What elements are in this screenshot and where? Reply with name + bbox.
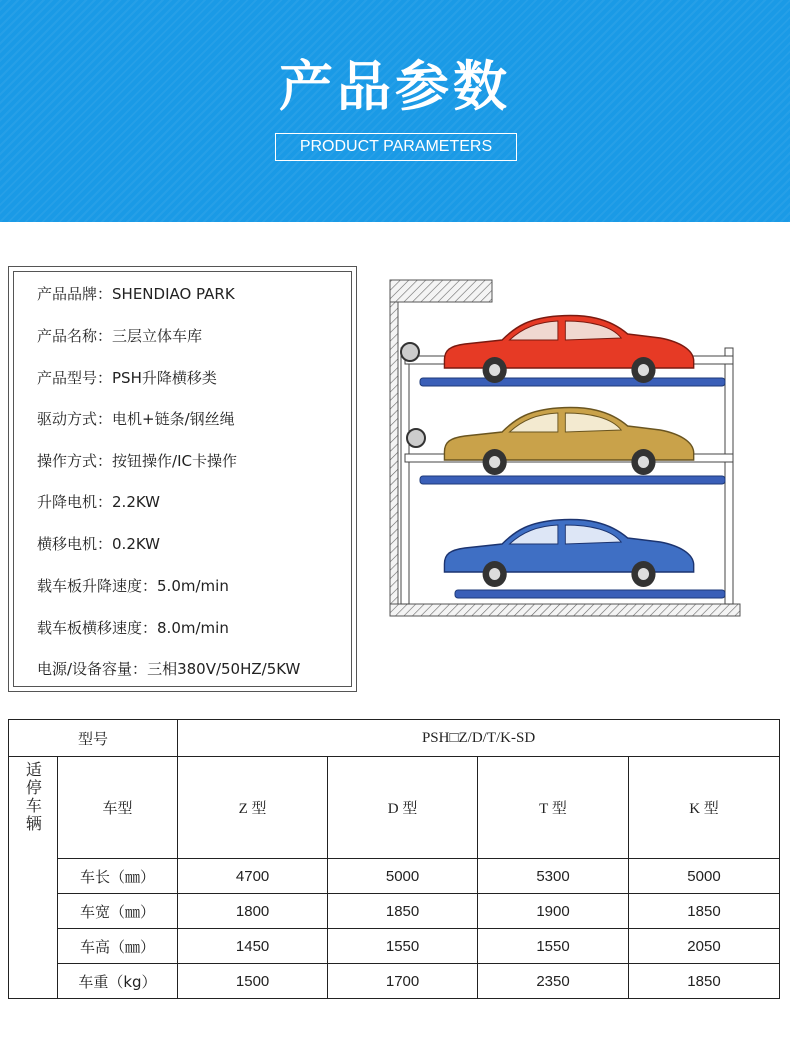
left-wall [390, 302, 398, 604]
model-value-cell: PSH□Z/D/T/K-SD [178, 720, 780, 757]
fit-label: 适停车辆 [23, 761, 43, 833]
value-cell: 1550 [328, 929, 478, 964]
row-label-cell: 车高（㎜） [57, 929, 177, 964]
type-header-cell: K 型 [628, 757, 779, 859]
header-banner [0, 0, 790, 222]
value-cell: 1800 [178, 894, 328, 929]
info-label: 载车板横移速度： [37, 619, 158, 637]
info-value: 三相380V/50HZ/5KW [147, 660, 301, 678]
info-label: 升降电机： [37, 493, 113, 511]
value-cell: 1700 [328, 964, 478, 999]
type-header-cell: Z 型 [178, 757, 328, 859]
info-label: 驱动方式： [37, 410, 113, 428]
info-label: 电源/设备容量： [37, 660, 148, 678]
row-label-cell: 车长（㎜） [57, 859, 177, 894]
info-value: 电机+链条/钢丝绳 [112, 410, 235, 428]
car-type-label-cell: 车型 [57, 757, 177, 859]
info-row [37, 491, 160, 512]
info-row [37, 367, 217, 388]
value-cell: 1550 [478, 929, 629, 964]
page-subtitle: PRODUCT PARAMETERS [275, 133, 517, 161]
value-cell: 1850 [628, 894, 779, 929]
pallet-top [420, 378, 725, 386]
value-cell: 5000 [628, 859, 779, 894]
info-value: 2.2KW [112, 493, 161, 511]
info-row [37, 575, 229, 596]
value-cell: 1850 [328, 894, 478, 929]
type-header-cell: D 型 [328, 757, 478, 859]
pallet-bottom [455, 590, 725, 598]
info-value: 5.0m/min [157, 577, 229, 595]
info-value: SHENDIAO PARK [112, 285, 235, 303]
type-header-cell: T 型 [478, 757, 629, 859]
info-value: 8.0m/min [157, 619, 229, 637]
value-cell: 1900 [478, 894, 629, 929]
info-row [37, 325, 202, 346]
value-cell: 4700 [178, 859, 328, 894]
value-cell: 1850 [628, 964, 779, 999]
info-value: 三层立体车库 [112, 327, 203, 345]
info-label: 产品名称： [37, 327, 113, 345]
right-post [725, 348, 733, 604]
fit-label-cell [9, 757, 58, 999]
car-bottom-blue [444, 520, 693, 587]
info-value: 0.2KW [112, 535, 161, 553]
value-cell: 2050 [628, 929, 779, 964]
value-cell: 1450 [178, 929, 328, 964]
info-row [37, 450, 237, 471]
motor-top [401, 343, 419, 361]
row-label-cell: 车宽（㎜） [57, 894, 177, 929]
info-label: 产品型号： [37, 369, 113, 387]
model-label-cell: 型号 [9, 720, 178, 757]
ceiling-hatch [390, 280, 492, 302]
value-cell: 5000 [328, 859, 478, 894]
parameters-table [8, 719, 780, 999]
parking-garage-illustration [385, 278, 745, 618]
info-label: 载车板升降速度： [37, 577, 158, 595]
info-row [37, 617, 229, 638]
value-cell: 1500 [178, 964, 328, 999]
car-middle-gold [444, 408, 693, 475]
info-label: 产品品牌： [37, 285, 113, 303]
info-row [37, 533, 160, 554]
info-value: 按钮操作/IC卡操作 [112, 452, 237, 470]
row-label-cell: 车重（kg） [57, 964, 177, 999]
info-value: PSH升降横移类 [112, 369, 217, 387]
info-row [37, 658, 300, 679]
value-cell: 2350 [478, 964, 629, 999]
product-info-box [8, 266, 357, 692]
page-title: 产品参数 [279, 55, 511, 118]
pallet-mid [420, 476, 725, 484]
car-top-red [444, 316, 693, 383]
info-label: 横移电机： [37, 535, 113, 553]
info-row [37, 408, 235, 429]
value-cell: 5300 [478, 859, 629, 894]
info-row [37, 283, 235, 304]
floor-hatch [390, 604, 740, 616]
motor-mid [407, 429, 425, 447]
left-post [401, 348, 409, 604]
info-label: 操作方式： [37, 452, 113, 470]
